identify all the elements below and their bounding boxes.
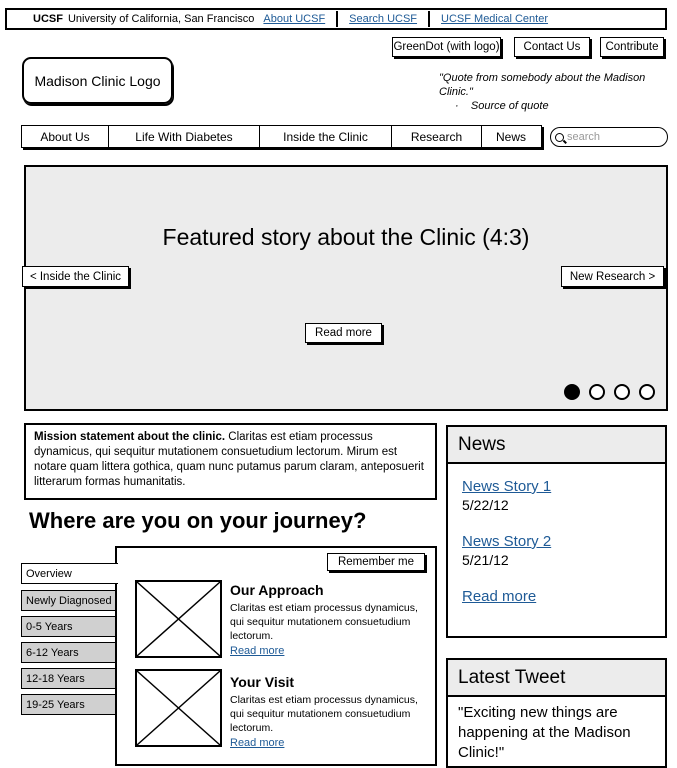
card-our-approach xyxy=(230,582,430,657)
clinic-logo[interactable]: Madison Clinic Logo xyxy=(22,57,173,104)
quote-source: · Source of quote xyxy=(455,100,549,112)
ucsf-brand: UCSF xyxy=(33,13,63,25)
quote-source-text: Source of quote xyxy=(470,100,549,112)
journey-panel xyxy=(115,546,437,766)
news-heading: News xyxy=(448,427,665,464)
card-read-more-link[interactable]: Read more xyxy=(230,737,285,749)
nav-tab-inside-the-clinic[interactable]: Inside the Clinic xyxy=(260,126,392,147)
news-box xyxy=(446,425,667,638)
journey-tab-newly-diagnosed[interactable]: Newly Diagnosed xyxy=(21,590,116,611)
featured-story-title: Featured story about the Clinic (4:3) xyxy=(162,224,530,250)
quote-block xyxy=(439,71,671,113)
quote-text: "Quote from somebody about the Madison Clinic." xyxy=(439,72,646,98)
main-nav xyxy=(21,125,542,148)
journey-tab-0-5-years[interactable]: 0-5 Years xyxy=(21,616,116,637)
news-story-link[interactable]: News Story 1 xyxy=(462,478,552,495)
ucsf-top-bar xyxy=(5,8,667,30)
search-ucsf-link[interactable]: Search UCSF xyxy=(349,13,418,25)
mission-heading: Mission statement about the clinic. xyxy=(34,431,226,443)
journey-tab-12-18-years[interactable]: 12-18 Years xyxy=(21,668,116,689)
carousel-dot-1[interactable] xyxy=(564,384,580,400)
card-body: Claritas est etiam processus dynamicus, qui sequitur mutationem consuetudium lectorum. xyxy=(230,694,418,734)
image-placeholder xyxy=(135,669,222,747)
contact-us-button[interactable]: Contact Us xyxy=(514,37,590,57)
mission-text: Claritas est etiam processus dynamicus, qui sequitur mutationem consuetudium lectorum. Mirum est notare quam littera gothica, quam nunc putamus parum claram, anteposuerit litterarum formas humanitatis. xyxy=(34,431,424,488)
divider xyxy=(336,11,338,27)
card-title: Your Visit xyxy=(230,674,295,690)
journey-heading: Where are you on your journey? xyxy=(29,508,367,533)
nav-tab-about-us[interactable]: About Us xyxy=(22,126,109,147)
news-date: 5/21/12 xyxy=(462,552,509,568)
featured-carousel xyxy=(24,165,668,411)
contribute-button[interactable]: Contribute xyxy=(600,37,664,57)
carousel-pagination xyxy=(564,384,655,400)
tweet-text: "Exciting new things are happening at the Madison Clinic!" xyxy=(458,704,631,761)
news-list xyxy=(448,464,665,605)
carousel-dot-4[interactable] xyxy=(639,384,655,400)
mission-statement xyxy=(24,423,437,500)
card-body: Claritas est etiam processus dynamicus, qui sequitur mutationem consuetudium lectorum. xyxy=(230,602,418,642)
divider xyxy=(428,11,430,27)
nav-tab-news[interactable]: News xyxy=(495,129,526,144)
carousel-dot-3[interactable] xyxy=(614,384,630,400)
carousel-dot-2[interactable] xyxy=(589,384,605,400)
card-your-visit xyxy=(230,674,430,749)
journey-tab-6-12-years[interactable]: 6-12 Years xyxy=(21,642,116,663)
ucsf-medical-center-link[interactable]: UCSF Medical Center xyxy=(441,13,549,25)
nav-tab-life-with-diabetes[interactable]: Life With Diabetes xyxy=(109,126,260,147)
carousel-next-button[interactable]: New Research > xyxy=(561,266,664,287)
search-box[interactable] xyxy=(550,127,668,147)
about-ucsf-link[interactable]: About UCSF xyxy=(263,13,326,25)
search-icon xyxy=(555,133,564,142)
carousel-prev-button[interactable]: < Inside the Clinic xyxy=(22,266,129,287)
news-date: 5/22/12 xyxy=(462,497,509,513)
greendot-button[interactable]: GreenDot (with logo) xyxy=(392,37,501,57)
journey-tab-19-25-years[interactable]: 19-25 Years xyxy=(21,694,116,715)
nav-tab-research[interactable]: Research xyxy=(392,126,482,147)
search-input[interactable] xyxy=(567,131,657,143)
remember-me-button[interactable]: Remember me xyxy=(327,553,425,571)
card-title: Our Approach xyxy=(230,582,324,598)
university-name: University of California, San Francisco xyxy=(67,13,255,25)
journey-tab-overview[interactable]: Overview xyxy=(21,563,118,584)
news-story-link[interactable]: News Story 2 xyxy=(462,533,552,550)
news-read-more-link[interactable]: Read more xyxy=(462,588,537,605)
image-placeholder xyxy=(135,580,222,658)
tweet-box xyxy=(446,658,667,768)
tweet-heading: Latest Tweet xyxy=(448,660,665,697)
carousel-read-more-button[interactable]: Read more xyxy=(305,323,382,343)
card-read-more-link[interactable]: Read more xyxy=(230,645,285,657)
